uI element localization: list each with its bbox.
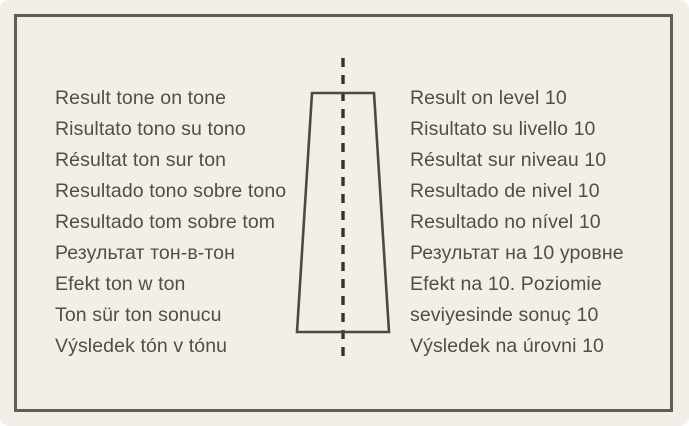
level-10-column	[410, 83, 624, 362]
right-column-line: Resultado no nível 10	[410, 211, 601, 233]
tone-on-tone-column	[55, 83, 286, 362]
left-column-line: Результат тон-в-тон	[55, 242, 235, 264]
left-column-line: Resultado tom sobre tom	[55, 211, 276, 233]
right-column-line: Résultat sur niveau 10	[410, 149, 607, 171]
hair-strand-diagram	[285, 50, 400, 365]
left-column-line: Resultado tono sobre tono	[55, 180, 287, 202]
left-column-line: Result tone on tone	[55, 87, 227, 109]
left-column-line: Výsledek tón v tónu	[55, 335, 228, 357]
left-column-line: Résultat ton sur ton	[55, 149, 227, 171]
right-column-line: Efekt na 10. Poziomie	[410, 273, 602, 295]
left-column-line: Ton sür ton sonucu	[55, 304, 222, 326]
right-column-line: seviyesinde sonuç 10	[410, 304, 599, 326]
right-column-line: Result on level 10	[410, 87, 567, 109]
right-column-line: Результат на 10 уровне	[410, 242, 624, 264]
right-column-line: Výsledek na úrovni 10	[410, 335, 604, 357]
right-column-line: Resultado de nivel 10	[410, 180, 600, 202]
left-column-line: Risultato tono su tono	[55, 118, 246, 140]
right-column-line: Risultato su livello 10	[410, 118, 596, 140]
left-column-line: Efekt ton w ton	[55, 273, 186, 295]
